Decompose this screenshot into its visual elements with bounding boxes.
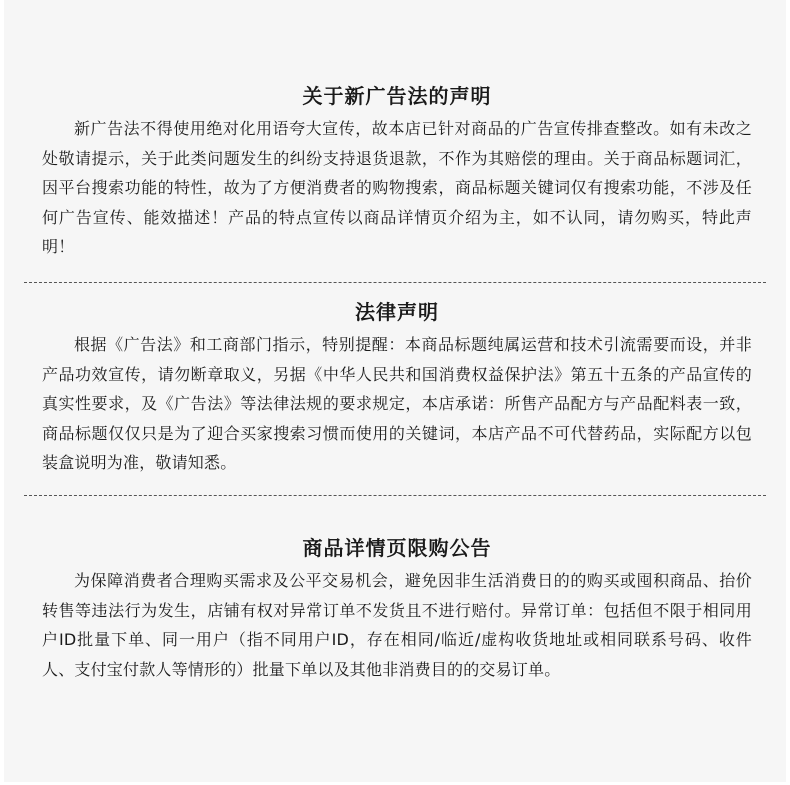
section-title: 法律声明: [355, 300, 439, 324]
legal-statement: [42, 298, 752, 478]
advertising-law-statement: [42, 82, 752, 262]
section-body: 新广告法不得使用绝对化用语夸大宣传，故本店已针对商品的广告宣传排查整改。如有未改之处敬请提示，关于此类问题发生的纠纷支持退货退款，不作为其赔偿的理由。关于商品标题词汇，因平台搜索功能的特性，故为了方便消费者的购物搜索，商品标题关键词仅有搜索功能，不涉及任何广告宣传、能效描述！产品的特点宣传以商品详情页介绍为主，如不认同，请勿购买，特此声明！: [42, 119, 752, 256]
section-title: 商品详情页限购公告: [302, 536, 492, 560]
section-title: 关于新广告法的声明: [302, 84, 492, 108]
dashed-divider: [24, 282, 766, 283]
dashed-divider: [24, 495, 766, 496]
section-body: 根据《广告法》和工商部门指示，特别提醒：本商品标题纯属运营和技术引流需要而设，并非产品功效宣传，请勿断章取义，另据《中华人民共和国消费权益保护法》第五十五条的产品宣传的真实性要求，及《广告法》等法律法规的要求规定，本店承诺：所售产品配方与产品配料表一致，商品标题仅仅只是为了迎合买家搜索习惯而使用的关键词，本店产品不可代替药品，实际配方以包装盒说明为准，敬请知悉。: [42, 335, 752, 472]
purchase-limit-notice: [42, 534, 752, 684]
section-body: 为保障消费者合理购买需求及公平交易机会，避免因非生活消费日的的购买或囤积商品、抬价转售等违法行为发生，店铺有权对异常订单不发货且不进行赔付。异常订单：包括但不限于相同用户ID批量下单、同一用户（指不同用户ID，存在相同/临近/虚构收货地址或相同联系号码、收件人、支付宝付款人等情形的）批量下单以及其他非消费目的的交易订单。: [42, 571, 752, 679]
